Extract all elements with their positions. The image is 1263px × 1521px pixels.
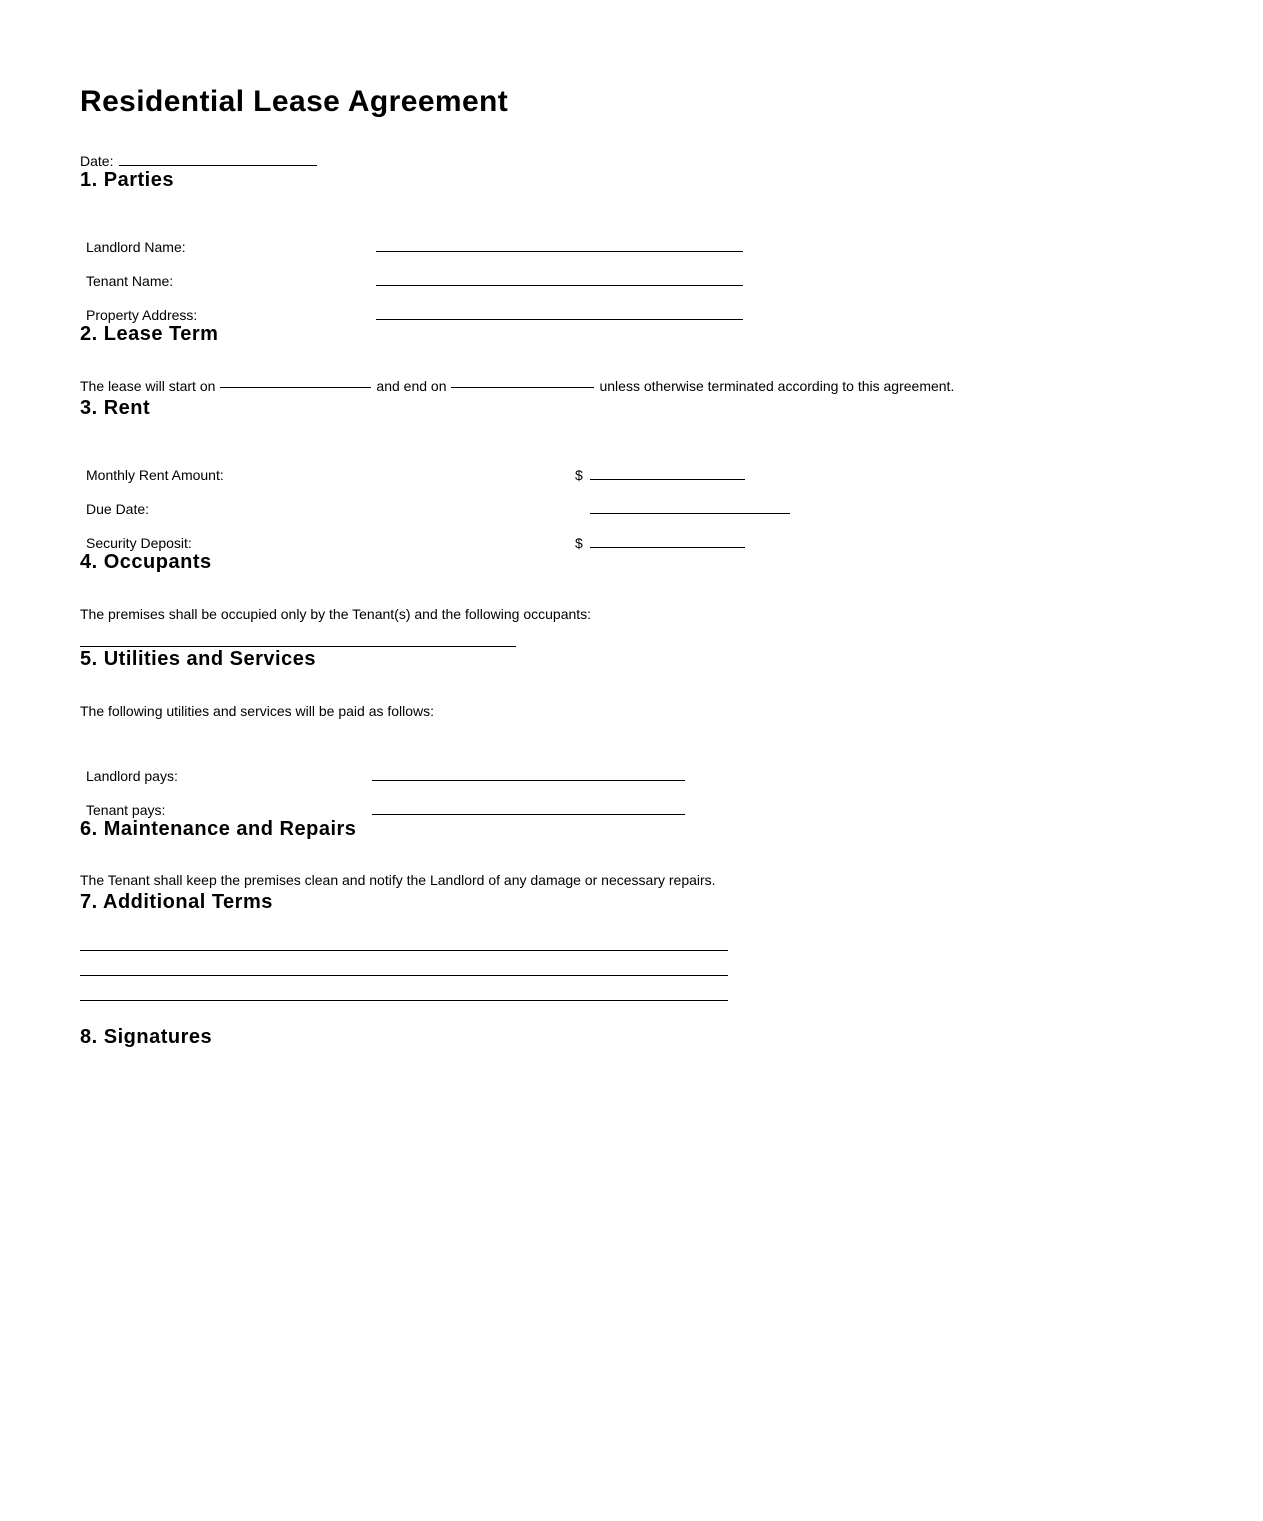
section-heading-signatures: 8. Signatures (80, 1025, 213, 1048)
occupants-text: The premises shall be occupied only by the Tenant(s) and the following occupants: (80, 605, 592, 622)
tenant-name-field-cell (376, 254, 743, 288)
tenant-name-label: Tenant Name: (86, 273, 174, 289)
security-deposit-label: Security Deposit: (86, 534, 192, 551)
utilities-text: The following utilities and services will be paid as follows: (80, 702, 435, 719)
tenant-pays-input-line[interactable] (372, 814, 685, 815)
table-row (80, 254, 743, 288)
section-heading-additional-terms: 7. Additional Terms (80, 890, 273, 913)
date-label: Date: (80, 153, 114, 169)
date-input-line[interactable] (119, 165, 317, 166)
security-deposit-input-line[interactable] (590, 547, 745, 548)
tenant-pays-field-cell (372, 783, 685, 817)
section-heading-maintenance: 6. Maintenance and Repairs (80, 817, 357, 840)
due-date-input-line[interactable] (590, 513, 790, 514)
table-row (80, 220, 743, 254)
additional-terms-input-line-2[interactable] (80, 975, 728, 976)
table-row (80, 448, 790, 482)
monthly-rent-field-cell (590, 448, 790, 482)
security-deposit-currency-symbol: $ (575, 534, 583, 551)
table-row (80, 749, 685, 783)
landlord-pays-field-cell (372, 749, 685, 783)
section-heading-utilities: 5. Utilities and Services (80, 647, 316, 670)
additional-terms-input-line-3[interactable] (80, 1000, 728, 1001)
lease-term-sentence (80, 377, 1183, 396)
table-row (80, 482, 790, 516)
lease-end-date-input-line[interactable] (451, 387, 594, 388)
additional-terms-lines (80, 950, 1183, 1001)
due-date-label: Due Date: (86, 500, 150, 517)
landlord-name-field-cell (376, 220, 743, 254)
monthly-rent-currency-symbol: $ (575, 466, 583, 483)
property-address-input-line[interactable] (376, 319, 743, 320)
landlord-pays-input-line[interactable] (372, 780, 685, 781)
parties-fields-table (80, 220, 743, 322)
lease-start-date-input-line[interactable] (220, 387, 371, 388)
lease-term-text-before: The lease will start on (80, 378, 216, 394)
landlord-name-input-line[interactable] (376, 251, 743, 252)
monthly-rent-input-line[interactable] (590, 479, 745, 480)
tenant-name-input-line[interactable] (376, 285, 743, 286)
table-row (80, 783, 685, 817)
section-heading-lease-term: 2. Lease Term (80, 323, 219, 345)
section-heading-occupants: 4. Occupants (80, 550, 212, 573)
property-address-label: Property Address: (86, 307, 198, 323)
maintenance-text: The Tenant shall keep the premises clean and notify the Landlord of any damage or necessary repairs. (80, 871, 716, 888)
table-row (80, 288, 743, 322)
security-deposit-field-cell (590, 516, 790, 550)
tenant-pays-label: Tenant pays: (86, 801, 166, 818)
landlord-pays-label: Landlord pays: (86, 767, 178, 784)
due-date-field-cell (590, 482, 790, 516)
due-date-currency-symbol (575, 482, 590, 516)
page-title: Residential Lease Agreement (80, 85, 509, 118)
lease-term-text-middle: and end on (376, 378, 447, 394)
additional-terms-input-line-1[interactable] (80, 950, 728, 951)
property-address-field-cell (376, 288, 743, 322)
rent-fields-table (80, 448, 790, 550)
section-heading-rent: 3. Rent (80, 396, 151, 419)
landlord-name-label: Landlord Name: (86, 239, 186, 255)
date-field-row (80, 154, 1183, 168)
section-heading-parties: 1. Parties (80, 169, 174, 191)
lease-term-text-after: unless otherwise terminated according to this agreement. (599, 378, 955, 394)
utilities-fields-table (80, 749, 685, 817)
monthly-rent-label: Monthly Rent Amount: (86, 466, 224, 483)
table-row (80, 516, 790, 550)
